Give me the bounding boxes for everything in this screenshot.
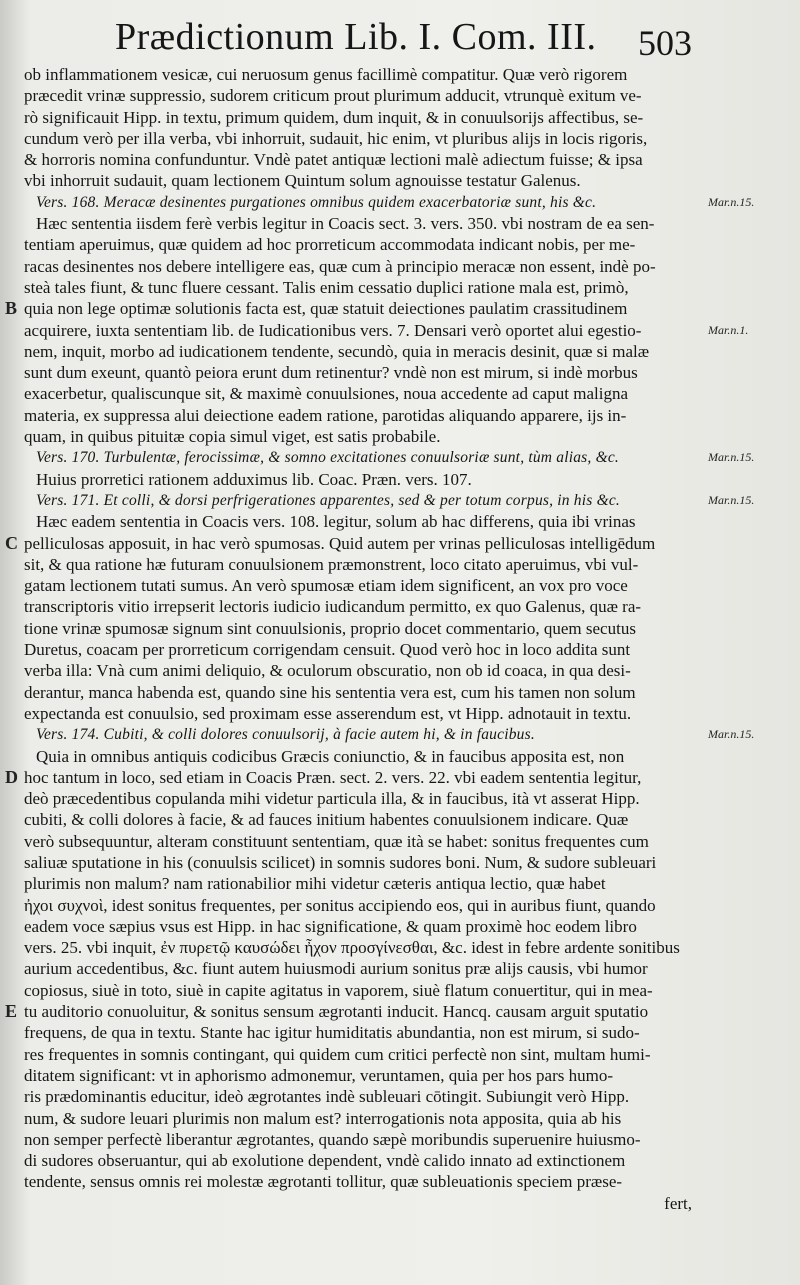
text-line: non semper perfectè liberantur ægrotantes, quando sæpè moribundis superuenire huiusmo- [24,1129,641,1149]
text-line: tu auditorio conuoluitur, & sonitus sensum ægrotanti inducit. Hancq. causam arguit sputatio [24,1002,649,1022]
margin-note: Mar.n.1. [708,322,749,337]
text-line: acquirere, iuxta sententiam lib. de Iudicationibus vers. 7. Densari verò oportet alui egestio- [24,320,642,340]
text-line: quam, in quibus pituitæ copia simul viget, est satis probabile. [24,427,441,447]
page-number: 503 [638,23,692,63]
text-line: tione vrinæ spumosæ signum sint conuulsionis, proprio docet commentario, quem secutus [24,618,636,638]
page-header [0,8,800,64]
text-line: copiosus, siuè in toto, siuè in capite agitatus in vaporem, siuè flatum conuertitur, qui in mea- [24,980,653,1000]
text-line: ditatem significant: vt in aphorismo admonemur, veruntamen, quia per hos pars humo- [24,1065,613,1085]
margin-note: Mar.n.15. [708,493,755,507]
text-line: derantur, manca habenda est, quando sine his sententia vera est, cum his tamen non solum [24,682,636,702]
text-line: Vers. 171. Et colli, & dorsi perfrigerationes apparentes, sed & per totum corpus, in his &c. [36,491,620,509]
text-line: gatam lectionem tutati sumus. An verò spumosæ etiam idem significent, an vox pro voce [24,576,628,596]
text-line: sunt dum exeunt, quantò peiora erunt dum retinentur? vndè non est mirum, si indè morbus [24,363,638,383]
margin-note: Mar.n.15. [708,450,755,465]
text-line: tentiam aperuimus, quæ quidem ad hoc prorreticum accommodata indicant nobis, per me- [24,235,636,255]
text-line: verò subsequuntur, alteram constituunt sententiam, quæ ità se habet: sonitus frequentes cum [24,831,649,851]
text-line: aurium accedentibus, &c. fiunt autem huiusmodi aurium sonitus præ alijs causis, vbi humor [24,959,648,979]
text-line: steà tales fiunt, & tunc fluere cessant. Talis enim cessatio duplici ratione mala est, primò, [24,277,629,297]
section-letter: D [5,766,18,787]
text-line: racas desinentes nos debere intelligere eas, quæ cum à principio meracæ non essent, indè po- [24,256,656,276]
text-line: deò præcedentibus copulanda mihi videtur particula illa, & in faucibus, ità vt asserat Hipp. [24,789,640,809]
text-line: materia, ex suppressa alui deiectione eadem ratione, parotidas aliquando apparere, ijs in- [24,405,627,425]
text-line: sit, & qua ratione hæ futuram conuulsionem præmonstrent, loco citato aperuimus, vbi vul- [24,554,639,574]
text-line: tendente, sensus omnis rei molestæ ægrotanti tollitur, quæ subleuationis speciem præse- [24,1172,623,1192]
text-line: num, & sudore leuari plurimis non malum est? interrogationis nota apposita, quia ab his [24,1108,622,1128]
text-line: di sudores obseruantur, qui ab exolutione dependent, vndè calido innato ad extinctionem [24,1151,626,1171]
text-line: pelliculosas apposuit, in hac verò spumosas. Quid autem per vrinas pelliculosas intelligēdum [24,533,656,553]
text-line: ob inflammationem vesicæ, cui neruosum genus facillimè compatitur. Quæ verò rigorem [24,65,628,84]
text-line: eadem voce sæpius vsus est Hipp. in hac significatione, & quam proximè hoc eodem libro [24,916,637,936]
section-letter: E [5,1001,18,1022]
text-line: fert, [664,1193,692,1213]
text-line: exacerbetur, qualiscunque sit, & maximè conuulsiones, noua accedente ad caput maligna [24,384,629,404]
text-line: transcriptoris vitio irrepserit lectoris iudicio iudicandum permitto, ex quo Galenus, quæ ra- [24,597,642,617]
text-line: & horroris nomina confunduntur. Vndè patet antiquæ lectioni malè adiectum fuisse; & ipsa [24,150,643,170]
text-line: Hæc eadem sententia in Coacis vers. 108. legitur, solum ab hac differens, quia ibi vrinas [36,512,636,532]
text-line: expectanda est conuulsio, sed proximam esse asserendum est, vt Hipp. adnotauit in textu. [24,703,632,723]
text-line: rò significauit Hipp. in textu, primum quidem, dum inquit, & in conuulsorijs affectibus, se- [24,107,644,127]
section-letter: C [5,532,18,553]
text-line: vers. 25. vbi inquit, ἐν πυρετῷ καυσώδει ἦχον προσγίνεσθαι, &c. idest in febre ardente sonitibus [24,938,680,958]
text-line: Huius prorretici rationem adduximus lib. Coac. Præn. vers. 107. [36,469,472,489]
text-line: Hæc sententia iisdem ferè verbis legitur in Coacis sect. 3. vers. 350. vbi nostram de ea sen- [36,214,655,234]
text-line: quia non lege optimæ solutionis facta est, quæ statuit deiectiones paulatim crassitudinem [24,299,628,319]
text-line: res frequentes in somnis contingant, qui quidem cum critici perfectè non sint, multam humi- [24,1044,651,1064]
text-line: plurimis non malum? nam rationabilior mihi videtur cæteris antiqua lectio, quæ habet [24,874,606,894]
margin-note: Mar.n.15. [708,194,755,209]
text-line: cubiti, & colli dolores à facie, & ad fauces initium habentes conuulsionem indicare. Quæ [24,810,629,830]
margin-note: Mar.n.15. [708,727,755,742]
section-letter: B [5,298,18,319]
text-line: præcedit vrinæ suppressio, sudorem criticum prout plurimum adducit, vtrunquè exitum ve- [24,86,642,106]
text-line: ἠχοι συχνοὶ, idest sonitus frequentes, per sonitus accipiendo eos, qui in auribus fiunt, quando [24,895,656,915]
text-line: Quia in omnibus antiquis codicibus Græcis coniunctio, & in faucibus apposita est, non [36,746,625,766]
text-line: saliuæ sputatione in his (conuulsis scilicet) in somnis sudores boni. Num, & sudore subleuari [24,852,657,872]
text-line: cundum verò per illa verba, vbi inhorruit, sudauit, hic enim, vt pluribus alijs in locis rigoris, [24,128,648,148]
text-line: ris prædominantis educitur, ideò ægrotantes indè subleuari cōtingit. Subiungit verò Hipp. [24,1087,630,1107]
running-title: Prædictionum Lib. I. Com. III. [115,16,597,58]
text-line: frequens, de qua in textu. Stante hac igitur humiditatis abundantia, non est mirum, si sudo- [24,1023,640,1043]
text-line: Vers. 170. Turbulentæ, ferocissimæ, & somno excitationes conuulsoriæ sunt, tùm alias, &c. [36,449,619,467]
text-line: nem, inquit, morbo ad iudicationem tendente, secundò, quia in meracis desinit, quæ si malæ [24,341,650,361]
text-line: hoc tantum in loco, sed etiam in Coacis Præn. sect. 2. vers. 22. vbi eadem sententia legitur, [24,767,642,787]
text-line: vbi inhorruit sudauit, quam lectionem Quintum solum agnouisse testatur Galenus. [24,171,581,191]
text-line: Vers. 174. Cubiti, & colli dolores conuulsorij, à facie autem hi, & in faucibus. [36,726,535,744]
text-body [24,64,696,1214]
text-line: Duretus, coacam per prorreticum corrigendam censuit. Quod verò hoc in loco addita sunt [24,640,631,660]
text-line: verba illa: Vnà cum animi deliquio, & oculorum obscuratio, non ob id coaca, in qua desi- [24,661,631,681]
text-line: Vers. 168. Meracæ desinentes purgationes omnibus quidem exacerbatoriæ sunt, his &c. [36,193,597,211]
